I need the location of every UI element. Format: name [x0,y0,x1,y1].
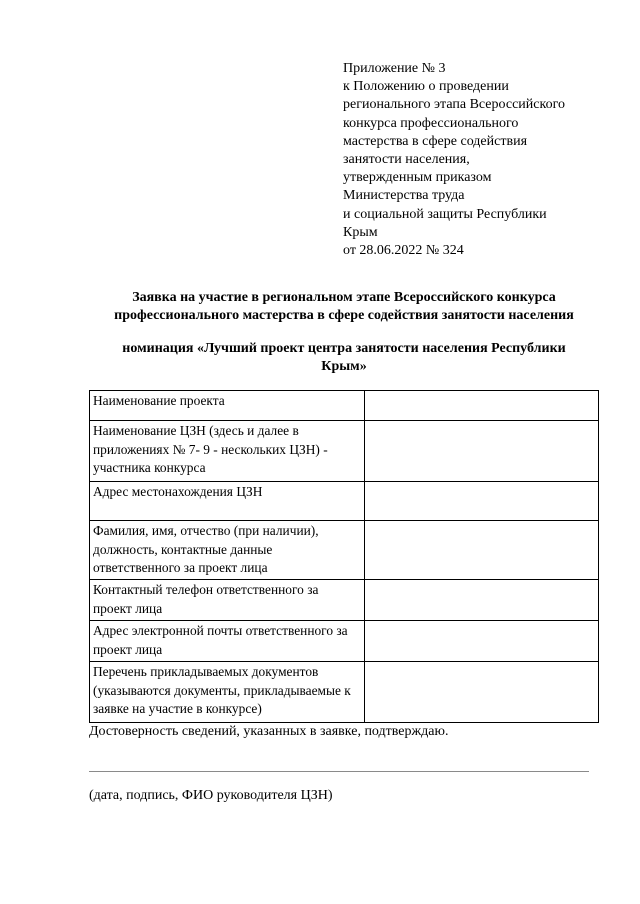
table-row [90,580,599,621]
signature-caption: (дата, подпись, ФИО руководителя ЦЗН) [89,788,333,803]
appendix-line: регионального этапа Всероссийского [343,97,565,113]
appendix-line: утвержденным приказом [343,170,492,186]
appendix-line: мастерства в сфере содействия [343,133,528,149]
project-name-value[interactable] [365,391,599,421]
table-row [90,662,599,723]
appendix-line: Приложение № 3 [343,61,446,76]
signature-line [89,771,589,772]
label-text: Адрес местонахождения ЦЗН [93,484,263,499]
appendix-line: и социальной защиты Республики [343,206,547,222]
label-text: (указываются документы, прикладываемые к [93,682,351,698]
email-value[interactable] [365,621,599,662]
email-label [90,621,365,662]
appendix-line: Крым [343,224,378,240]
label-text: Контактный телефон ответственного за [93,582,319,597]
documents-list-label [90,662,365,723]
table-row [90,521,599,580]
table-row [90,482,599,521]
label-text: должность, контактные данные [93,541,273,557]
appendix-block [343,60,623,260]
responsible-person-value[interactable] [365,521,599,580]
nomination-line: Крым» [321,359,367,374]
responsible-person-label [90,521,365,580]
label-text: заявке на участие в конкурсе) [93,701,262,716]
label-text: участника конкурса [93,460,206,475]
label-text: Фамилия, имя, отчество (при наличии), [93,523,319,538]
czn-name-value[interactable] [365,421,599,482]
title-line: Заявка на участие в региональном этапе Всероссийского конкурса [132,290,556,305]
nomination-line: номинация «Лучший проект центра занятости населения Республики [122,341,566,356]
appendix-line: Министерства труда [343,188,465,204]
label-text: проект лица [93,641,163,657]
czn-address-label [90,482,365,521]
table-row [90,391,599,421]
appendix-line: к Положению о проведении [343,79,509,95]
application-form-table [89,390,599,723]
label-text: Адрес электронной почты ответственного за [93,623,348,638]
project-name-label [90,391,365,421]
table-row [90,621,599,662]
nomination-title [88,340,600,376]
documents-list-value[interactable] [365,662,599,723]
czn-address-value[interactable] [365,482,599,521]
czn-name-label [90,421,365,482]
contact-phone-label [90,580,365,621]
label-text: ответственного за проект лица [93,560,268,575]
confirmation-text: Достоверность сведений, указанных в заявке, подтверждаю. [89,724,449,739]
label-text: проект лица [93,600,163,616]
document-title [88,289,600,325]
label-text: Перечень прикладываемых документов [93,664,319,679]
appendix-line: конкурса профессионального [343,115,519,131]
contact-phone-value[interactable] [365,580,599,621]
label-text: Наименование проекта [93,393,225,408]
label-text: приложениях № 7- 9 - нескольких ЦЗН) - [93,441,328,457]
title-line: профессионального мастерства в сфере содействия занятости населения [114,308,574,323]
appendix-line: от 28.06.2022 № 324 [343,243,464,259]
label-text: Наименование ЦЗН (здесь и далее в [93,423,299,438]
appendix-line: занятости населения, [343,152,470,168]
table-row [90,421,599,482]
